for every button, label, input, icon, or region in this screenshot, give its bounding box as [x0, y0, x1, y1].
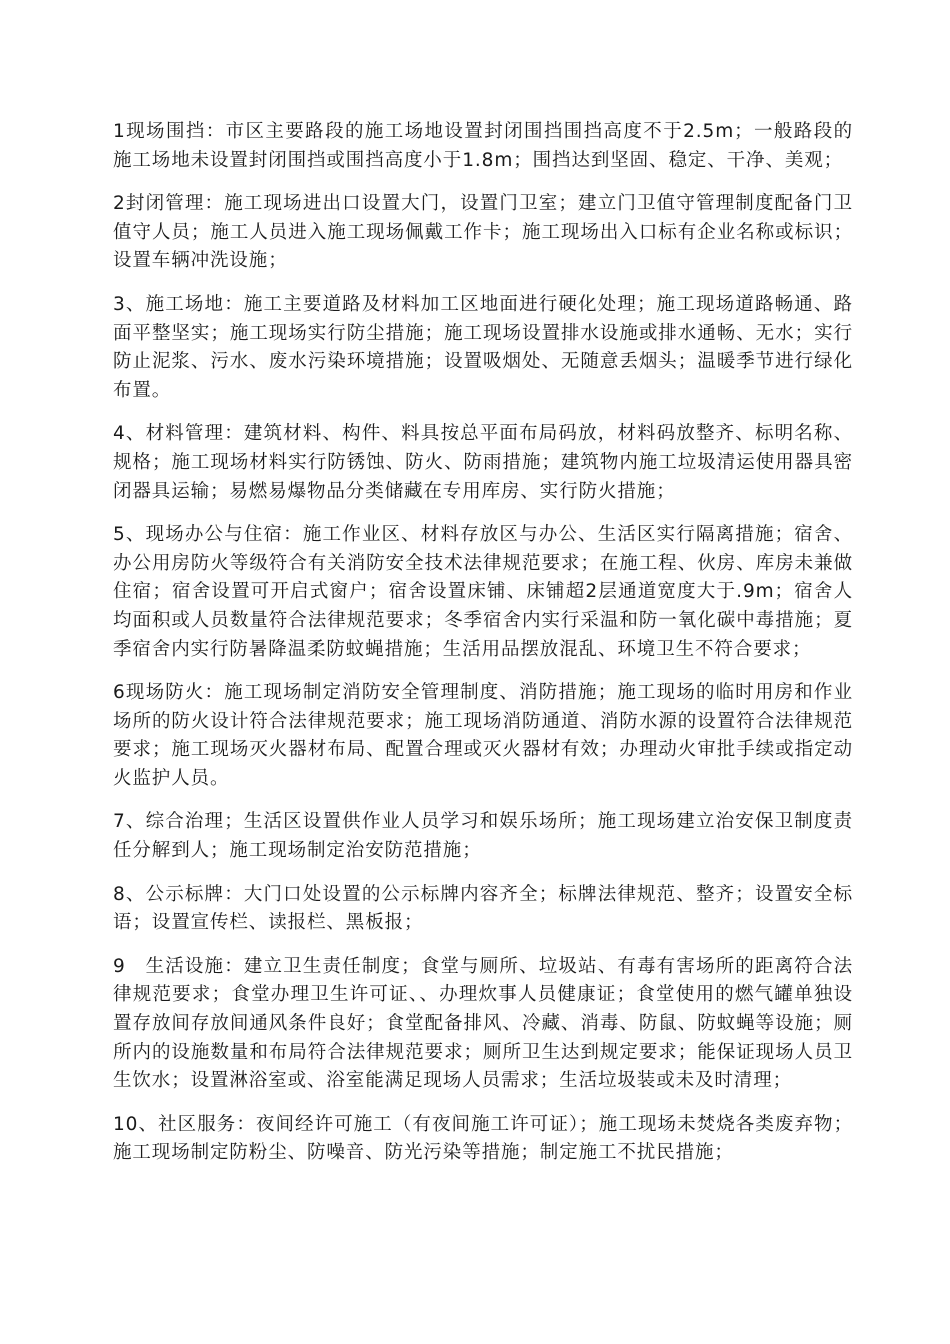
paragraph-fire-prevention: 6现场防火：施工现场制定消防安全管理制度、消防措施；施工现场的临时用房和作业场所的防火设计符合法律规范要求；施工现场消防通道、消防水源的设置符合法律规范要求；施工现场灭火器材布局、配置合理或灭火器材有效；办理动火审批手续或指定动火监护人员。 — [113, 682, 853, 789]
paragraph-living-facilities: 9 生活设施：建立卫生责任制度；食堂与厕所、垃圾站、有毒有害场所的距离符合法律规范要求；食堂办理卫生许可证、、办理炊事人员健康证；食堂使用的燃气罐单独设置存放间存放间通风条件良好；食堂配备排风、冷藏、消毒、防鼠、防蚊蝇等设施；厕所内的设施数量和布局符合法律规范要求；厕所卫生达到规定要求；能保证现场人员卫生饮水；设置淋浴室或、浴室能满足现场人员需求；生活垃圾装或未及时清理； — [113, 955, 853, 1092]
document-body — [113, 118, 853, 1183]
paragraph-comprehensive-management: 7、综合治理；生活区设置供作业人员学习和娱乐场所；施工现场建立治安保卫制度责任分解到人；施工现场制定治安防范措施； — [113, 811, 853, 862]
paragraph-office-accommodation: 5、现场办公与住宿：施工作业区、材料存放区与办公、生活区实行隔离措施；宿舍、办公用房防火等级符合有关消防安全技术法律规范要求；在施工程、伙房、库房未兼做住宿；宿舍设置可开启式窗户；宿舍设置床铺、床铺超2层通道宽度大于.9m；宿舍人均面积或人员数量符合法律规范要求；冬季宿舍内实行采温和防一氧化碳中毒措施；夏季宿舍内实行防暑降温柔防蚊蝇措施；生活用品摆放混乱、环境卫生不符合要求； — [113, 524, 853, 660]
paragraph-construction-site: 3、施工场地：施工主要道路及材料加工区地面进行硬化处理；施工现场道路畅通、路面平整坚实；施工现场实行防尘措施；施工现场设置排水设施或排水通畅、无水；实行防止泥浆、污水、废水污染环境措施；设置吸烟处、无随意丢烟头；温暖季节进行绿化布置。 — [113, 293, 853, 401]
paragraph-community-service: 10、社区服务：夜间经许可施工（有夜间施工许可证）；施工现场未焚烧各类废弃物；施工现场制定防粉尘、防噪音、防光污染等措施；制定施工不扰民措施； — [113, 1113, 853, 1164]
paragraph-site-enclosure: 1现场围挡：市区主要路段的施工场地设置封闭围挡围挡高度不于2.5m；一般路段的施工场地未设置封闭围挡或围挡高度小于1.8m；围挡达到坚固、稳定、干净、美观； — [113, 121, 853, 171]
paragraph-closed-management: 2封闭管理：施工现场进出口设置大门，设置门卫室；建立门卫值守管理制度配备门卫值守人员；施工人员进入施工现场佩戴工作卡；施工现场出入口标有企业名称或标识；设置车辆冲洗设施； — [113, 193, 853, 272]
paragraph-material-management: 4、材料管理：建筑材料、构件、料具按总平面布局码放，材料码放整齐、标明名称、规格；施工现场材料实行防锈蚀、防火、防雨措施；建筑物内施工垃圾清运使用器具密闭器具运输；易燃易爆物品分类储藏在专用库房、实行防火措施； — [113, 423, 853, 502]
paragraph-public-signage: 8、公示标牌：大门口处设置的公示标牌内容齐全；标牌法律规范、整齐；设置安全标语；设置宣传栏、读报栏、黑板报； — [113, 883, 853, 934]
